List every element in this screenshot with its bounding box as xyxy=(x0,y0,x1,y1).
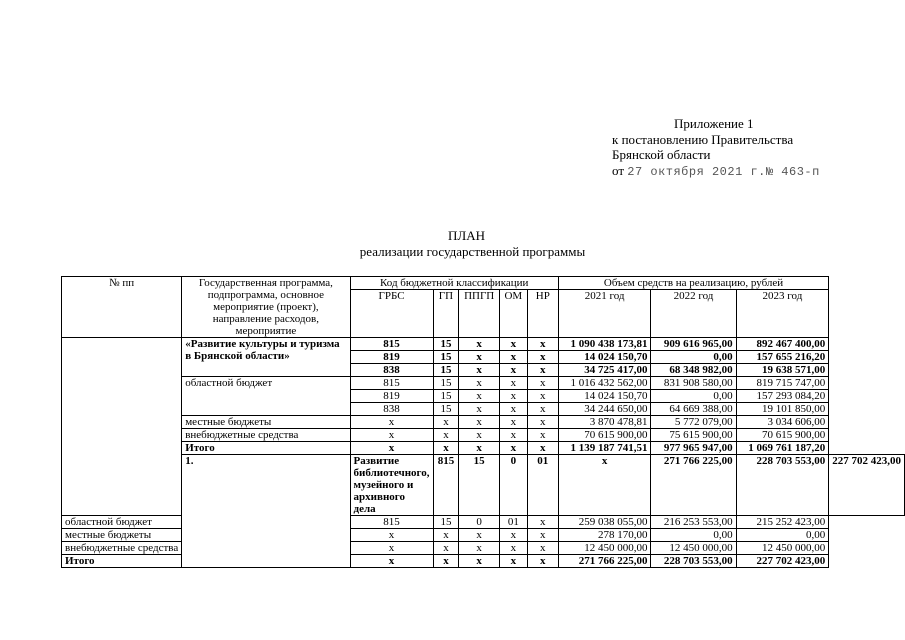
cell-2021: 3 870 478,81 xyxy=(558,416,651,429)
cell-2022: 0,00 xyxy=(651,390,736,403)
cell-2023: 819 715 747,00 xyxy=(736,377,829,390)
cell-2023: 70 615 900,00 xyxy=(736,429,829,442)
plan-table xyxy=(61,276,905,568)
cell-gp: x xyxy=(433,555,459,568)
cell-nr: x xyxy=(527,555,558,568)
sub1-main-row xyxy=(62,455,905,516)
cell-ppgp: 0 xyxy=(499,455,527,516)
program-extra-row xyxy=(62,429,905,442)
cell-2021: 34 244 650,00 xyxy=(558,403,651,416)
cell-2021: 12 450 000,00 xyxy=(558,542,651,555)
cell-2023: 19 101 850,00 xyxy=(736,403,829,416)
cell-om: x xyxy=(499,416,527,429)
cell-nr: x xyxy=(527,364,558,377)
cell-gp: 15 xyxy=(433,390,459,403)
cell-om: 01 xyxy=(527,455,558,516)
cell-2021: 1 090 438 173,81 xyxy=(558,338,651,351)
cell-2023: 892 467 400,00 xyxy=(736,338,829,351)
cell-2021: 1 016 432 562,00 xyxy=(558,377,651,390)
cell-2023: 0,00 xyxy=(736,529,829,542)
cell-grbs: 815 xyxy=(350,516,433,529)
cell-om: x xyxy=(499,442,527,455)
cell-2023: 157 655 216,20 xyxy=(736,351,829,364)
program-name: «Развитие культуры и туризма в Брянской области» xyxy=(182,338,350,377)
cell-2022: 228 703 553,00 xyxy=(651,555,736,568)
cell-2022: 64 669 388,00 xyxy=(651,403,736,416)
cell-om: x xyxy=(499,351,527,364)
cell-2022: 5 772 079,00 xyxy=(651,416,736,429)
cell-om: x xyxy=(499,529,527,542)
cell-gp: x xyxy=(433,416,459,429)
header-gp: ГП xyxy=(433,290,459,338)
cell-grbs: 838 xyxy=(350,364,433,377)
cell-2022: 68 348 982,00 xyxy=(651,364,736,377)
title-line2: реализации государственной программы xyxy=(359,244,586,259)
cell-om: x xyxy=(499,338,527,351)
cell-gp: x xyxy=(433,529,459,542)
cell-ppgp: x xyxy=(459,351,499,364)
cell-2023: 1 069 761 187,20 xyxy=(736,442,829,455)
cell-grbs: 819 xyxy=(350,390,433,403)
cell-2021: 271 766 225,00 xyxy=(651,455,736,516)
cell-ppgp: x xyxy=(459,529,499,542)
header-nr: НР xyxy=(527,290,558,338)
cell-2022: 977 965 947,00 xyxy=(651,442,736,455)
appendix-line4 xyxy=(612,163,820,181)
cell-gp: 15 xyxy=(433,364,459,377)
appendix-block xyxy=(612,116,820,180)
cell-2022: 0,00 xyxy=(651,529,736,542)
cell-2023: 3 034 606,00 xyxy=(736,416,829,429)
cell-nr: x xyxy=(527,416,558,429)
cell-grbs: 838 xyxy=(350,403,433,416)
header-om: ОМ xyxy=(499,290,527,338)
appendix-line1: Приложение 1 xyxy=(674,116,754,131)
cell-nr: x xyxy=(527,516,558,529)
cell-ppgp: x xyxy=(459,442,499,455)
cell-gp: 15 xyxy=(433,403,459,416)
cell-nr: x xyxy=(527,390,558,403)
header-2021: 2021 год xyxy=(558,290,651,338)
cell-2023: 215 252 423,00 xyxy=(736,516,829,529)
cell-ppgp: x xyxy=(459,377,499,390)
cell-ppgp: x xyxy=(459,555,499,568)
header-codes-group: Код бюджетной классификации xyxy=(350,277,558,290)
row-label: местные бюджеты xyxy=(182,416,350,429)
cell-2021: 34 725 417,00 xyxy=(558,364,651,377)
cell-om: x xyxy=(499,555,527,568)
cell-gp: 15 xyxy=(433,516,459,529)
cell-ppgp: x xyxy=(459,542,499,555)
program-local-row xyxy=(62,416,905,429)
cell-om: 01 xyxy=(499,516,527,529)
appendix-line2: к постановлению Правительства xyxy=(612,131,794,147)
cell-ppgp: x xyxy=(459,416,499,429)
cell-om: x xyxy=(499,364,527,377)
cell-2022: 12 450 000,00 xyxy=(651,542,736,555)
row-label: внебюджетные средства xyxy=(62,542,182,555)
cell-gp: 15 xyxy=(433,351,459,364)
cell-gp: 15 xyxy=(433,338,459,351)
cell-2023: 227 702 423,00 xyxy=(736,555,829,568)
cell-2022: 909 616 965,00 xyxy=(651,338,736,351)
header-ppgp: ППГП xyxy=(459,290,499,338)
cell-2023: 157 293 084,20 xyxy=(736,390,829,403)
row-label: Итого xyxy=(62,555,182,568)
cell-2022: 75 615 900,00 xyxy=(651,429,736,442)
program-regional-label: областной бюджет xyxy=(182,377,350,416)
header-2023: 2023 год xyxy=(736,290,829,338)
cell-om: x xyxy=(499,377,527,390)
cell-om: x xyxy=(499,429,527,442)
cell-nr: x xyxy=(527,429,558,442)
cell-2021: 14 024 150,70 xyxy=(558,351,651,364)
cell-ppgp: x xyxy=(459,390,499,403)
cell-ppgp: 0 xyxy=(459,516,499,529)
cell-2022: 228 703 553,00 xyxy=(736,455,829,516)
header-row-1 xyxy=(62,277,905,290)
cell-2023: 12 450 000,00 xyxy=(736,542,829,555)
header-2022: 2022 год xyxy=(651,290,736,338)
header-amount-group: Объем средств на реализацию, рублей xyxy=(558,277,828,290)
cell-grbs: x xyxy=(350,416,433,429)
cell-2021: 70 615 900,00 xyxy=(558,429,651,442)
cell-nr: x xyxy=(527,542,558,555)
program-total-row xyxy=(62,442,905,455)
cell-2021: 278 170,00 xyxy=(558,529,651,542)
cell-ppgp: x xyxy=(459,338,499,351)
cell-gp: 15 xyxy=(433,377,459,390)
appendix-date-prefix: от xyxy=(612,162,625,178)
title-line1: ПЛАН xyxy=(448,228,485,243)
cell-om: x xyxy=(499,403,527,416)
row-label: внебюджетные средства xyxy=(182,429,350,442)
cell-gp: x xyxy=(433,442,459,455)
row-label: местные бюджеты xyxy=(62,529,182,542)
cell-nr: x xyxy=(527,377,558,390)
cell-grbs: x xyxy=(350,542,433,555)
cell-grbs: x xyxy=(350,429,433,442)
cell-grbs: x xyxy=(350,555,433,568)
cell-nr: x xyxy=(558,455,651,516)
cell-nr: x xyxy=(527,351,558,364)
cell-grbs: x xyxy=(350,442,433,455)
cell-2022: 216 253 553,00 xyxy=(651,516,736,529)
cell-nr: x xyxy=(527,529,558,542)
cell-2021: 1 139 187 741,51 xyxy=(558,442,651,455)
cell-gp: 15 xyxy=(459,455,499,516)
cell-gp: x xyxy=(433,429,459,442)
cell-ppgp: x xyxy=(459,403,499,416)
cell-nr: x xyxy=(527,338,558,351)
row-label: областной бюджет xyxy=(62,516,182,529)
cell-grbs: 815 xyxy=(350,338,433,351)
cell-2021: 14 024 150,70 xyxy=(558,390,651,403)
cell-2023: 227 702 423,00 xyxy=(829,455,905,516)
appendix-date-typed: 27 октября 2021 г.№ 463-п xyxy=(627,164,820,179)
document-title xyxy=(0,228,905,260)
cell-grbs: 815 xyxy=(350,377,433,390)
cell-2021: 259 038 055,00 xyxy=(558,516,651,529)
cell-2022: 0,00 xyxy=(651,351,736,364)
row-label: Итого xyxy=(182,442,350,455)
appendix-line3: Брянской области xyxy=(612,147,711,162)
cell-nr: x xyxy=(527,403,558,416)
cell-ppgp: x xyxy=(459,429,499,442)
cell-om: x xyxy=(499,542,527,555)
cell-grbs: 815 xyxy=(433,455,459,516)
cell-nr: x xyxy=(527,442,558,455)
sub1-name: Развитие библиотечного, музейного и архивного дела xyxy=(350,455,433,516)
header-name: Государственная программа, подпрограмма, основное мероприятие (проект), направление расходов, мероприятие xyxy=(182,277,350,338)
cell-gp: x xyxy=(433,542,459,555)
program-num-cell xyxy=(62,338,182,516)
cell-2022: 831 908 580,00 xyxy=(651,377,736,390)
header-num: № пп xyxy=(62,277,182,338)
cell-ppgp: x xyxy=(459,364,499,377)
cell-om: x xyxy=(499,390,527,403)
cell-grbs: 819 xyxy=(350,351,433,364)
cell-2021: 271 766 225,00 xyxy=(558,555,651,568)
program-regional-row-815 xyxy=(62,377,905,390)
program-row-815 xyxy=(62,338,905,351)
header-grbs: ГРБС xyxy=(350,290,433,338)
sub1-num: 1. xyxy=(182,455,350,568)
cell-2023: 19 638 571,00 xyxy=(736,364,829,377)
cell-grbs: x xyxy=(350,529,433,542)
